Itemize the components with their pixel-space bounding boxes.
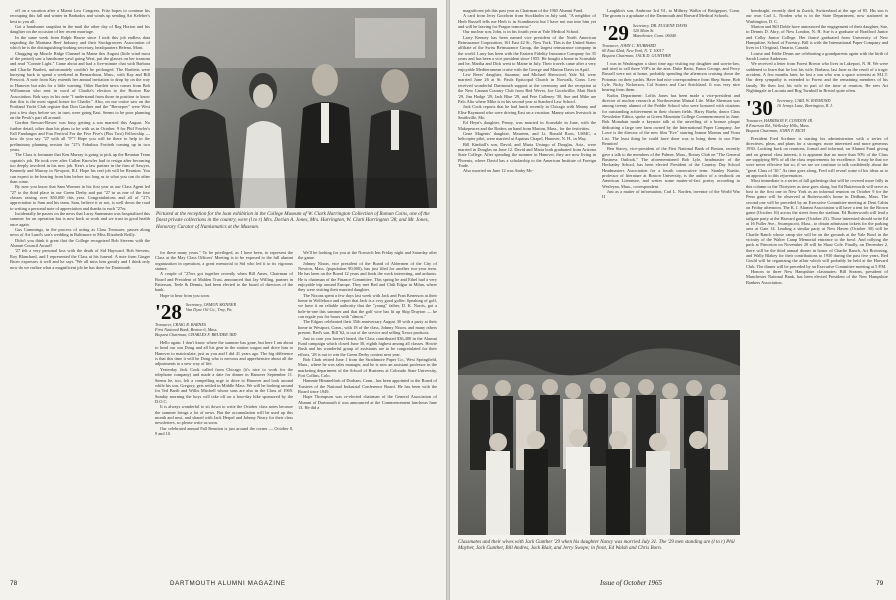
left-col1-paragraph: Gordon Stewart-Bower was busy getting a son married this August. No further detail, other than his plans to be with us in October. 9 for Phil Fowler's Fall Fandangos and Fun Festival For the Five Five's (Plus Two) Fellowship — how do you say "27 with all "P"? Hope you will be there to help in the preliminary planning session for "27's Fabulous Fortieth coming up in two years. — [10, 120, 150, 152]
class-1928-paragraph: It is always wonderful to sit down to write the October class notes because the summer brings a lot of news. But the accumulation will be used up this month and next, and shared with Jack Herpel and Johnny Neary for their class newsletters, so please write us soon. — [155, 404, 293, 426]
wedding-group-photo-svg — [458, 330, 740, 535]
class-1928-officers: Treasurer, CRAIG R. BARNES First National Bank, Benton 6, Mass. Bequest Chairman, CHARLES F. BRUDER 3RD — [155, 322, 237, 338]
left-col3-paragraph: Hope Thompson was re-elected chairman of the General Association of Alumni of Dartmouth it was announced at the Commencement luncheon June 13. He did a — [298, 394, 437, 410]
right-col1-paragraph: Bill Kimball's son, David, and Maria Ursingo of Douglas, Ariz., were married in Douglas on June 12. David and Maria both graduated from Arizona State College. After spending the summer in Hanover, they are now living in Phoenix, where David has a scholarship to the American Institute of Foreign Trade. — [458, 141, 596, 168]
class-1928-heading — [155, 302, 293, 337]
left-column-3 — [298, 250, 437, 410]
right-col1-paragraph: Larry Kenney has been named vice president of the North American Reinsurance Corporation, 161 East 42 St., New York. This is the United States affiliate of the Swiss Reinsurance Group, the largest reinsurance company in the world. Larry has been with the Eastern Fidelity Insurance Company for 35 years and has been a vice president since 1955. He bought a home in Scarsdale and he, Martha and Dick went to Maine in July. Their travels came after a very enjoyable Mediterranean cruise with the George and Marion Davis in April. — [458, 34, 596, 72]
museum-photo-caption: Pictured at the reception for the loan exhibition in the College Museum of W. Clark Harrington Collection of Roman Coins, one of the finest private collections in the country, were (l to r) Mrs. Dorian A. Jones, Mrs. Harrington, W. Clark Harrington '28, and Mr. Jones, Honorary Curator of Numismatics at the Museum. — [156, 211, 430, 230]
class-1929-paragraph: Just as a matter of information, Carl L. Norden, inventor of the World War II — [602, 188, 740, 200]
right-col1-paragraph: Jack Cook reports that he had lunch recently in Chicago with Manny and Elise Raymond who were driving East on a vacation. Manny raises livestock in Smithville, Mo. — [458, 104, 596, 120]
class-year-1929: '29 — [602, 20, 629, 45]
left-col1-paragraph: off on a vacation after a Miami Law Congress. Fritz hopes to continue his recouping this fall and winter in Barbados and winds up sending Art Keleher's best to you all. — [10, 8, 150, 24]
left-col1-paragraph: In the same week from Ralph Hawse since I took this job endless data regarding the Montana Beef Industry and their Stockgrowers Association of which he is the distinguishing-looking secretary, headquarters Helena, Mont. — [10, 34, 150, 51]
left-page-number: 78 — [10, 580, 18, 587]
right-page-number: 79 — [876, 580, 884, 587]
class-year-1930: '30 — [746, 95, 773, 120]
class-1930-paragraph: Most immediate is a series of fall gatherings that will be covered more fully in this column or the Thirtyteer as time goes along, but Ed Butterworth will serve as host to the first one in New York as an informal reunion on October 9 for the Penn game will be observed at Butterworth's home in Dedham, Mass. The second one will be preceded by an Executive Committee meeting at Dent Cabin on Friday afternoon. The K. I. Alumni Association will have a tent for the Brown game (October 16) across the street from the stadium. Ed Butterworth will lead a tailgate party at the Harvard game (October 23). Those interested should write Ed at 16 Fuller Ave., Swampscott, Mass., to obtain admission tickets for the parking area at Gate 14. Leading a similar party at New Haven (October 30) will be Charlie Ranch whose camp site will be on the grounds at the Yale Bowl in the vicinity of the Walter Camp Memorial entrance to the bowl. And rallying the pack at Princeton on November 20 will be Shaw Cole. Finally, on December 2, there will be the third annual dinner in honor of Charlie Ranch, Art Browning, and Wally Blakey for their contributions to 1930 during the past five years. Red Gould will be organizing the affair which will probably be held at the Harvard Club. The dinner will be preceded by an Executive Committee meeting at 5 P.M. — [746, 178, 888, 269]
right-col1-paragraph: Our nuclear son, John, is in his fourth year at Yale Medical School. — [463, 29, 580, 35]
right-col1-paragraph: Ed Heyn's daughter, Penny, was married in Scarsdale in June, with the Makepeaces and the Boders on hand from Marion, Mass., for the festivities. — [458, 120, 596, 131]
left-col3-paragraph: The Edgars celebrated their 35th anniversary August 30 with a party at their home in Westport, Conn., with 18 of the class, Johnny Nixon, and many others present. Red's son, Bill '62, is out of the service and selling Xerox products. — [298, 319, 437, 336]
left-col1-paragraph: By now you know that Sam Wormer in his first year as our Class Agent led "27 to the third place in our Green Derby and put "27 in as one of the four classes raising over $50,000 this year. Congratulations and all of "27's appreciation to Sam and his team. Sam, believe it or not, is well down the road to writing a personal note of appreciation and thanks to each "27er. — [10, 184, 150, 211]
left-col3-paragraph: Bob Clark retired June 1 from the Strathmore Paper Co., West Springfield, Mass., where he was sales manager, and he is now an assistant professor in the marketing department of the School of Business at Colorado State University, Fort Collins, Colo. — [298, 356, 437, 378]
right-col2-paragraph: Laughlin's son, Ambrose 3rd '61, to Milbrey Wallin of Bridgeport, Conn. The groom is a graduate of the Dartmouth and Harvard Medical Schools. — [602, 8, 740, 19]
class-1929-paragraph: Ben Stacey, vice-president of the First National Bank of Boston, recently gave a talk to the members of the Palmer, Mass., Rotary Club on "The General Business Outlook." The aforementioned Bob Lyle, headmaster of the Hockaday School, has been elected President of the Country Day School Headmasters Association for a fourth consecutive term. Stanley Kunitz, professor of literature at Boston University, is the author of a textbook on American Literature, and writes some matter-of-fact poetry according to Wesleyan, Mass., correspondent. — [602, 146, 740, 189]
class-1929-paragraph: I was in Washington a short time ago visiting my daughter and son-in-law, and tried to call three VIP's in the area. Duke Barto, Panos George, and Percy Russell were not at home, probably spending the afternoon cruising down the Potomac on their yachts. Have had nice correspondence from Shep Stone, Bob Lyle, Nicky Nickerson, Cal Sorters and Curt Strickland. It was very nice hearing from them. — [602, 60, 740, 93]
right-col3-paragraph: bombsight, recently died in Zurich, Switzerland at the age of 85. His son is our own Carl L. Norden who is in the State Department, now stationed in Washington, D. C. — [746, 8, 888, 24]
left-col1-paragraph: Incidentally he passes on the news that Larry Sunnsman was hospitalized this summer for an operation but is now back at work and we trust in good health once again. — [10, 211, 150, 227]
museum-reception-photo — [155, 8, 437, 208]
class-1930-secretary: Secretary, CARL W. RAYMOND 16 Jennys Lane, Barrington, R. I. — [776, 97, 833, 108]
left-col3-paragraph: We'll be looking for you at the Norwich Inn Friday night and Saturday after the game. — [298, 250, 437, 261]
class-1930-paragraph: Honors to three New Hampshire classmates: Bill Stearns, president of Manchester National Bank, has been elected President of the New Hampshire Bankers Association. — [746, 269, 888, 285]
right-col3-paragraph: Louise and Eddie Deans are celebrating a grandparents again with the birth of Sarah Louise Anderson. — [746, 50, 888, 62]
right-column-3 — [746, 8, 888, 285]
class-1929-heading — [602, 20, 740, 58]
right-column-1 — [458, 8, 596, 174]
left-col2-paragraph: A couple of "27ers got together recently when Bill Ames, Chairman of Board and President of Malden Trust, announced that Jay Willing, partner in Patterson, Teele & Dennis, had been elected to the board of directors of the bank. — [155, 271, 293, 293]
left-col3-paragraph: The Nixons spent a few days last week with Jack and Fran Kenerson at their home in Wolfeboro and report that Jack is a very good golfer. Speaking of golf, we have it on reliable authority that the "young" father, D. K. Norris, got a hole-in-one this summer and that the golf wire has lit up Skip Drayton — he can regale you for hours with "almost." — [298, 292, 437, 320]
right-col1-paragraph: Also married on June 12 was Amby Mc- — [463, 168, 534, 174]
class-1929-secretary: Secretary, DR. EUGENE DAVIS 320 Main St. Manchester, Conn. 06040 — [632, 22, 688, 38]
left-col1-paragraph: Got a handsome snapshot in the mail the other day of Reg Horton and his daughter on the occasion of her recent marriage. — [10, 24, 150, 35]
left-col2-paragraph: for these many years." To be privileged, as I have been, to represent the Class at the May Class Officers' Meeting is to be exposed to the full alumni organization in operation, a great memorial to Sid who led it to its vigorous stature. — [155, 250, 293, 272]
left-col1-paragraph: The Class is fortunate that Ken Murray is going to pick up the Reunion Team captain's job. He took over after Cullen Knowles had to resign after becoming too deeply involved in his new job. Ken's a law partner in the firm of Sawyer, Kennedy and Murray in Newport, R.I. Hope his real job will be Reunion. You can expect to be hearing from him before too long as to what you can do other than come. — [10, 152, 150, 184]
left-column-1 — [10, 8, 150, 270]
class-year-1928: '28 — [155, 300, 182, 325]
left-col1-paragraph: Chugging up Muscle Ridge Channel in Maine this August (little wind most of the period) saw a handsome yawl going West, put the glasses on her transom and read "Connie Light." Came about and had a five-minute chat with Barbara and Charlie Bartlett, unfortunately couldn't be prolonged. The Bartletts were hurrying back to spend a weekend in Bernardston, Mass., with Kay and Bill Prescott. A note from Kay extends her annual invitation to drop by on the way to Hanover but asks for a little warning. Other Bartlett news comes from Bob Williamson who sent in word of Charlie's election to the Boston Bar Association. Bob says in his note "I understand from those in position to know that this is the most signal honor for Charlie." Also, on our cruise saw on the Portland Yacht Club register that Don Gardner and the "Beroepov" were West just a few days before we, in turn, were going East. Seems to be poor planning on the Pewk's part all around. — [10, 50, 150, 120]
class-1930-paragraph: President Fred Scribner is starting his administration with a series of directives, pleas, and plans for a stronger, more interested and more generous 1930. Looking back on reunions, formal and informal, on Alumni Fund giving and on general class interest, it is apparent that no more than 50% of the Class are supplying 90% of all the class requirements for excellence. It may be that we were never effective but so, if we are we continue to talk confidently about the "great Class of '30." As time goes along, Fred will reveal some of his ideas as to an approach to this rejuvenation. — [746, 135, 888, 178]
issue-line: Issue of October 1965 — [600, 579, 663, 587]
wedding-photo-caption: Classmates and their wives with Jack Gunther '29 when his daughter Nancy was married July 31. The '29 men standing are (l to r) Phil Mayher, Jack Gunther, Bill Andres, Jack Blair, and Jerry Swope; in front, Ed Walsh and Chris Born. — [458, 539, 735, 552]
class-1928-secretary: Secretary, OSMUN SKINNER Van Dyne Oil Co., Troy, Pa. — [185, 302, 237, 313]
left-col1-paragraph: '27 felt a very personal loss with the death of Sid Hayward. Bob Stevens, Roy Blanchard, and I represented the Class at his funeral. A note from Ginger Broer expresses it well and he says "We all miss him greatly and I think only now do we realize what a magnificent job he has done for Dartmouth — [10, 248, 150, 270]
class-1929-officers: Treasurer, JOHN C. HUBBARD 60 East 42nd, New York, N. Y. 10017 Bequest Chairman, JACK D. GUNTHER — [602, 42, 671, 58]
left-col3-paragraph: Johnny Nixon, vice president of the Board of Aldermen of the City of Newton, Mass. (population 90,000), has just filed for another two-year term. He has been on the Board 12 years and finds the work interesting, and arduous. He is chairman of the Finance Committee. This spring he and Ethel had a very enjoyable trip around Europe. They met Red and Chili Edgar in Milan, where they were visiting their married daughter. — [298, 260, 437, 293]
right-column-2 — [602, 8, 740, 200]
right-col1-paragraph: A card from Jerry Goodwin from Stockholm in July said, "A neighbor of Herb Russell tells me Herb is in Scandinavia but I have not run into him yet and will be leaving for Prague tomorrow." — [458, 13, 596, 30]
left-page — [0, 0, 446, 600]
right-col1-paragraph: magnificent job this past year as Chairman of the 1965 Alumni Fund. — [463, 8, 584, 13]
right-page — [450, 0, 896, 600]
running-head: DARTMOUTH ALUMNI MAGAZINE — [170, 580, 286, 587]
museum-reception-photo-svg — [155, 8, 437, 208]
class-1928-paragraph: Yesterday Jack Cook called from Chicago (it's nice to work for the telephone company) and made a date for dinner in Hanover September 11. Seems he, too, felt a compelling urge to drive to Hanover and look around while his son, Gregory, gets settled in Middle Mass. We will be looking around for Ted Barth and Willis Mitchell whose sons are also in the Class of 1969. Sunday morning the boys will take off on a four-day hike sponsored by the D.O.C. — [155, 366, 293, 404]
right-col3-paragraph: We received a letter from Forest Brown who lives in Lakeport, N. H. We were saddened to learn that he lost his wife, Barbara, last June as the result of a tragic accident. A few months later, he lost a son who was a space scientist at M.I.T. Our deep sympathy is extended to Forest and the remaining members of his family. He then lost his wife in part of the time at reunion. He sees Art Nightingale in Laconia and Rog Turnbull in Bristol quite often. — [746, 61, 888, 94]
left-col3-paragraph: Just in case you haven't heard, the Class contributed $36,400 in the Alumni Fund campaign which closed June 30, eighth highest among all classes. Howie Bush and his wonderful group of assistants are to be congratulated for their efforts. '28 is out to win the Green Derby contest next year. — [298, 335, 437, 357]
right-col1-paragraph: Lew Beers' daughter, Suzanne, and Michael Sherwood, Yale '64, were married June 26 at St. Pauls Episcopal Church in Norwalk, Conn. Lew received wonderful Dartmouth support at the ceremony and the reception at the New Canaan Country Club from Red Wever, Joe Goodwillie, Matt Bach '29, Jim Hodge '29, Jack Blue '29, and Pete Culleney '30, Sue and Mike are Palo Alto where Mike is in his second year at Stanford Law School. — [458, 72, 596, 104]
class-1928-paragraph: Our celebrated annual Fall Reunion is just around the corner — October 8, 9 and 10. — [155, 425, 293, 436]
right-col3-paragraph: Marion and Bill Doble have announced the engagement of their daughter, Sue, to Dennis D. Abry, of New London, N. H. Sue is a graduate of Bradford Junior and Colby Junior College. Her fiancé graduated from University of New Hampshire, School of Forestry. Bill is with the International Paper Company and lives in L'Original, Ontario, Canada. — [746, 24, 888, 51]
left-col1-paragraph: Gus Cummings, in the process of acting as Class Treasurer, passes along news of Art Lund's son's wedding in Baltimore to Miss Elizabeth Reilly. — [10, 227, 150, 238]
wedding-group-photo — [458, 330, 740, 535]
left-column-2 — [155, 250, 293, 436]
left-col2-paragraph: Hope to hear from you soon. — [160, 292, 210, 298]
right-col1-paragraph: Gene Magenis' daughter, Maureen, and Lt. Ronald Roos, USMC, a helicopter pilot, were married at Aquinas Chapel, Hanover, N. H., in May. — [458, 130, 596, 142]
class-1929-paragraph: Kudos Department: Loftis Jones has been made a vice-president and director of nuclear research at Northwestern Mutual Life. Mike Sherman was among twenty alumni of the Peddie School who were honored with citations for outstanding achievement in their chosen fields. Harry Baehr, donor Class Newsletter Editor, spoke at Green Mountain College Commencement in June. Bob Monahan made a keynote talk at the unveiling of a bronze plaque dedicating a large tree farm owned by the International Paper Company. Joe Lowe is the director of the new film "Eve" starring Jeanne Moreau and Virna Lisi. The least thing he could have done was to bring them to our Fine Reunion! — [602, 92, 740, 146]
class-1930-heading — [746, 95, 888, 133]
class-1928-paragraph: Hello again. I don't know where the summer has gone, but here I am about to head our son Doug and all his gear in the station wagon and drive him to Hanover to matriculate, just as you and I did 41 years ago. The big difference is that this time it will be Doug who is nervous and apprehensive about all the adjustments to a new way of life. — [155, 340, 293, 367]
left-col1-paragraph: Didn't you think it great that the College recognized Bob Stevens with the Alumni Council Award? — [10, 237, 150, 249]
class-1930-officers: Treasurer, HARRISON F. CONDON JR. 8 Emerson Rd., Wellesley Hills, Mass. Bequest Chairman, JOHN F. RICH — [746, 117, 813, 133]
left-col3-paragraph: Hammie Himmelfarb of Durham, Conn., has been appointed to the Board of Trustees of the National Industrial Conference Board. He has been with the Board since 1949. — [298, 378, 437, 394]
